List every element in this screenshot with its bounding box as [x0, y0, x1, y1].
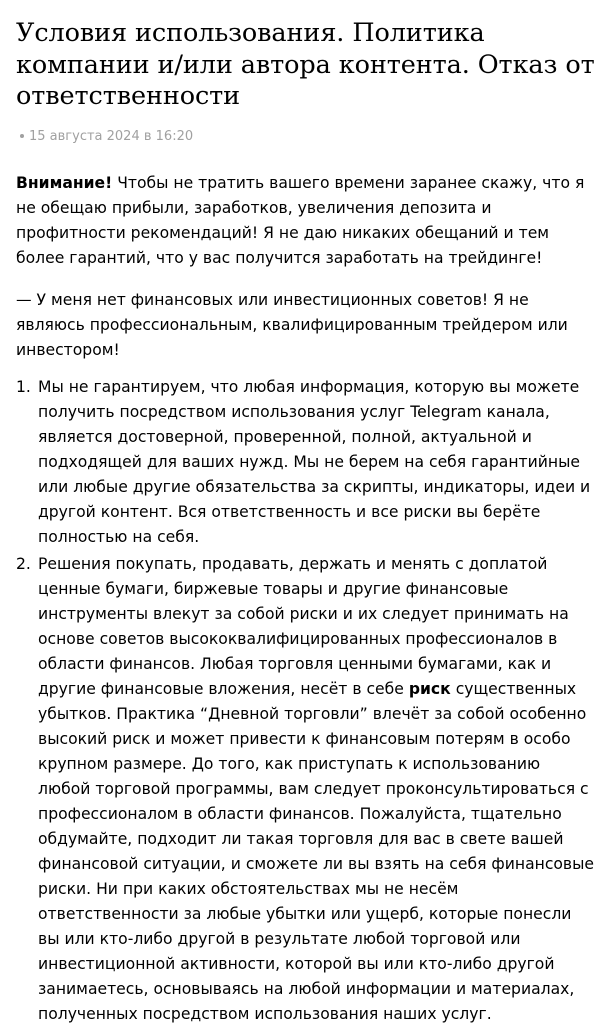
list-item-text-after: существенных убытков. Практика “Дневной торговли” влечёт за собой особенно высокий риск и может привести к финансовым потерям в особо крупном размере. До того, как приступать к использованию любой торговой программы, вам следует проконсультироваться с профессионалом в области финансов. Пожалуйста, тщательно обдумайте, подходит ли такая торговля для вас в свете вашей финансовой ситуации, и сможете ли вы взять на себя финансовые риски. Ни при каких обстоятельствах мы не несём ответственности за любые убытки или ущерб, которые понесли вы или кто-либо другой в результате любой торговой или инвестиционной активности, которой вы или кто-либо другой занимаетесь, основываясь на любой информации и материалах, полученных посредством использования наших услуг. [38, 679, 595, 1023]
warning-label: Внимание! [16, 173, 113, 192]
risk-emphasis: риск [408, 679, 451, 698]
bullet-dot-icon [20, 134, 24, 138]
article-meta [16, 129, 597, 144]
article-body [16, 171, 597, 1027]
warning-text: Чтобы не тратить вашего времени заранее скажу, что я не обещаю прибыли, заработков, увеличения депозита и профитности рекомендаций! Я не даю никаких обещаний и тем более гарантий, что у вас получится заработать на трейдинге! [16, 173, 585, 267]
article-title: Условия использования. Политика компании и/или автора контента. Отказ от ответственности [16, 18, 595, 111]
list-item-text: Мы не гарантируем, что любая информация, которую вы можете получить посредством использования услуг Telegram канала, является достоверной, проверенной, полной, актуальной и подходящей для ваших нужд. Мы не берем на себя гарантийные или любые другие обязательства за скрипты, индикаторы, идеи и другой контент. Вся ответственность и все риски вы берёте полностью на себя. [38, 377, 591, 546]
list-item-number: 1. [16, 377, 31, 396]
terms-list [16, 375, 597, 1027]
list-item [16, 375, 597, 550]
warning-paragraph [16, 171, 597, 271]
list-item-text-before: Решения покупать, продавать, держать и менять с доплатой ценные бумаги, биржевые товары и другие финансовые инструменты влекут за собой риски и их следует принимать на основе советов высококвалифицированных профессионалов в области финансов. Любая торговля ценными бумагами, как и другие финансовые вложения, несёт в себе [38, 554, 569, 698]
list-item [16, 552, 597, 1027]
article-date: 15 августа 2024 в 16:20 [29, 128, 194, 144]
disclaimer-paragraph: — У меня нет финансовых или инвестиционных советов! Я не являюсь профессиональным, квалифицированным трейдером или инвестором! [16, 290, 568, 359]
list-item-number: 2. [16, 554, 31, 573]
